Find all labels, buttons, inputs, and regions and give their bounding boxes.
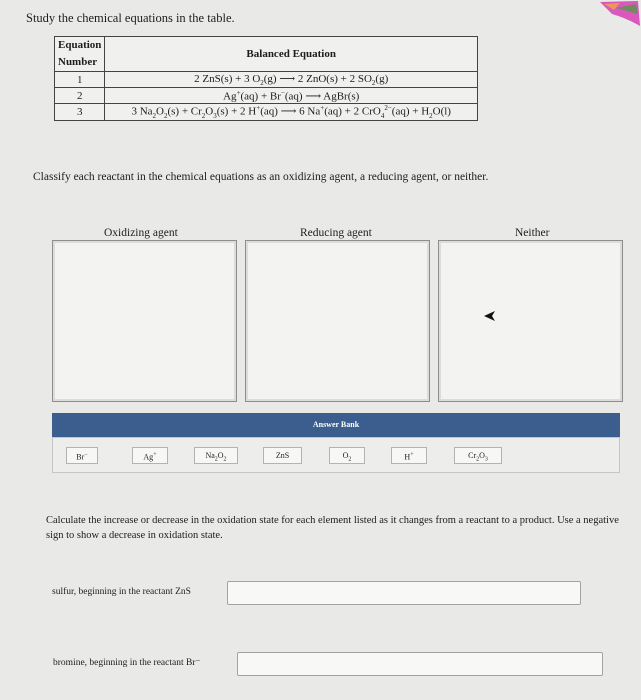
equation-2: Ag+(aq) + Br−(aq) ⟶ AgBr(s) (105, 88, 478, 104)
table-row (55, 72, 478, 88)
header-equation-number: Equation Number (55, 37, 105, 72)
bromine-question-label: bromine, beginning in the reactant Br⁻ (53, 658, 201, 668)
equations-table (54, 36, 478, 121)
table-row (55, 104, 478, 121)
equation-number: 2 (55, 88, 105, 104)
classify-instructions: Classify each reactant in the chemical equations as an oxidizing agent, a reducing agent, or neither. (33, 171, 489, 183)
equation-number: 1 (55, 72, 105, 88)
mouse-cursor-icon (483, 309, 497, 323)
equation-1: 2 ZnS(s) + 3 $O_2(g)$ ⟶ 2 ZnO(s) + 2 $SO_2(g)$ (105, 72, 478, 88)
answer-bank (52, 437, 620, 473)
neither-label: Neither (515, 227, 550, 239)
reducing-agent-drop-zone[interactable] (245, 240, 430, 402)
intro-text: Study the chemical equations in the table. (26, 11, 235, 25)
answer-chip-na2o2[interactable]: $Na_2O_2$ (194, 447, 238, 464)
equation-3: 3 $Na_2O_2(s) + Cr_2O_3(s) + 2$ H+(aq) ⟶ 6 Na+(aq) + 2 $CrO_4^{2-}(aq) + H_2O(l)$ (105, 104, 478, 121)
equation-number: 3 (55, 104, 105, 121)
bromine-answer-input[interactable] (237, 652, 603, 676)
oxidizing-agent-drop-zone[interactable] (52, 240, 237, 402)
answer-bank-header: Answer Bank (52, 413, 620, 437)
answer-chip-cr2o3[interactable]: $Cr_2O_3$ (454, 447, 502, 464)
oxidizing-agent-label: Oxidizing agent (104, 227, 178, 239)
answer-chip-h-plus[interactable]: H+ (391, 447, 427, 464)
answer-chip-zns[interactable]: ZnS (263, 447, 302, 464)
sulfur-answer-input[interactable] (227, 581, 581, 605)
header-balanced-equation: Balanced Equation (105, 37, 478, 72)
neither-drop-zone[interactable] (438, 240, 623, 402)
answer-chip-o2[interactable]: $O_2$ (329, 447, 365, 464)
table-row (55, 88, 478, 104)
table-header-row (55, 37, 478, 72)
answer-chip-ag-plus[interactable]: Ag+ (132, 447, 168, 464)
reducing-agent-label: Reducing agent (300, 227, 372, 239)
oxidation-state-instructions: Calculate the increase or decrease in the oxidation state for each element listed as it changes from a reactant to a product. Use a negative sign to show a decrease in oxidation state. (46, 515, 619, 541)
sulfur-question-label: sulfur, beginning in the reactant ZnS (52, 587, 191, 597)
colorful-corner-decoration-icon (596, 0, 641, 34)
answer-chip-br-minus[interactable]: Br− (66, 447, 98, 464)
